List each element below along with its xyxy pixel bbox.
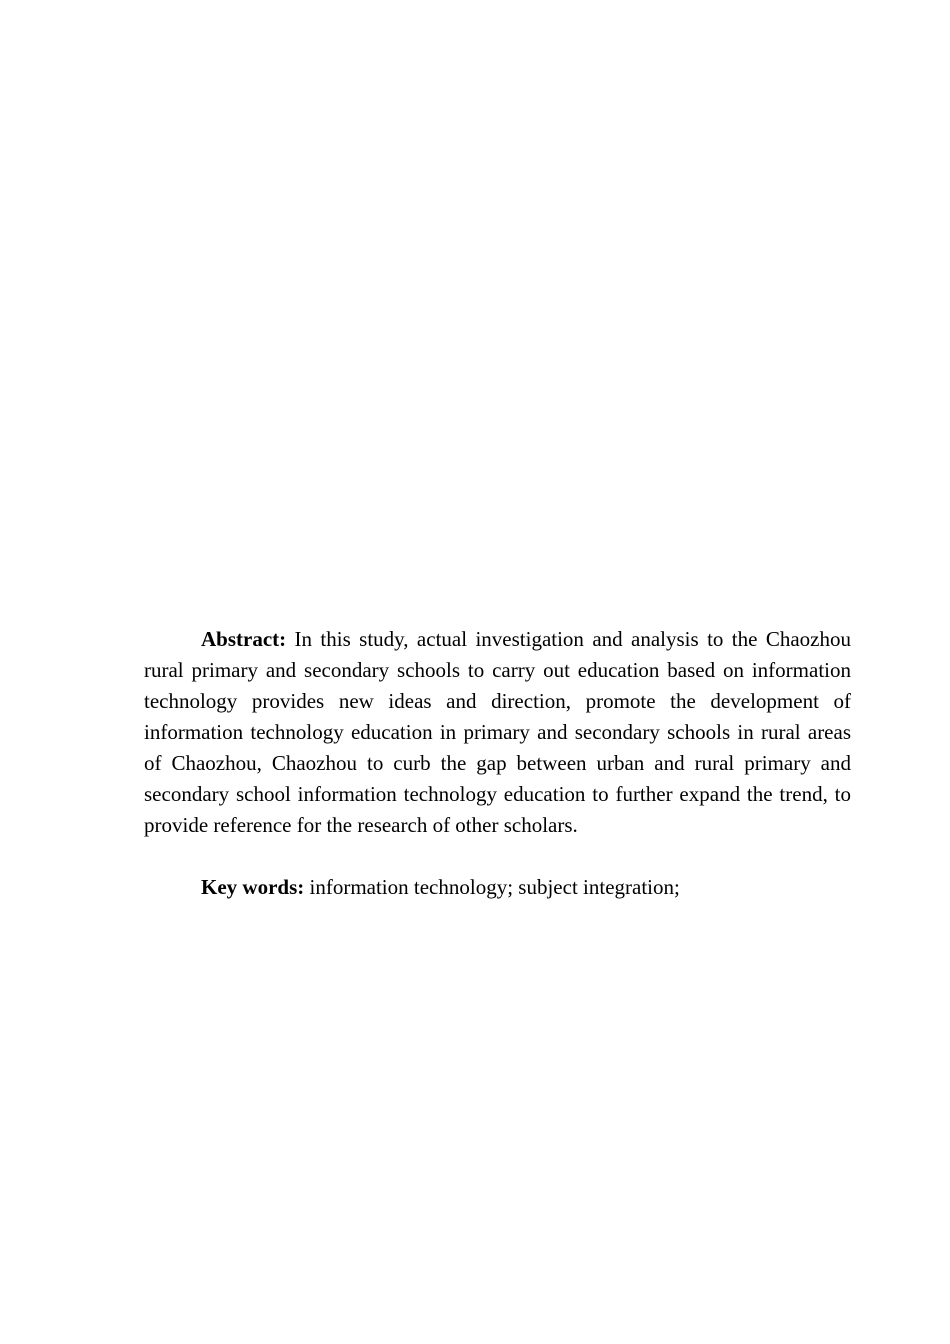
keywords-text: information technology; subject integration; [309,875,680,899]
abstract-section [144,624,851,903]
abstract-text: In this study, actual investigation and analysis to the Chaozhou rural primary and secondary schools to carry out education based on information technology provides new ideas and direction, promote the development of information technology education in primary and secondary schools in rural areas of Chaozhou, Chaozhou to curb the gap between urban and rural primary and secondary school information technology education to further expand the trend, to provide reference for the research of other scholars. [144,627,851,837]
keywords-paragraph [144,872,851,903]
abstract-label: Abstract: [201,627,287,651]
keywords-label: Key words: [201,875,305,899]
abstract-paragraph [144,624,851,841]
